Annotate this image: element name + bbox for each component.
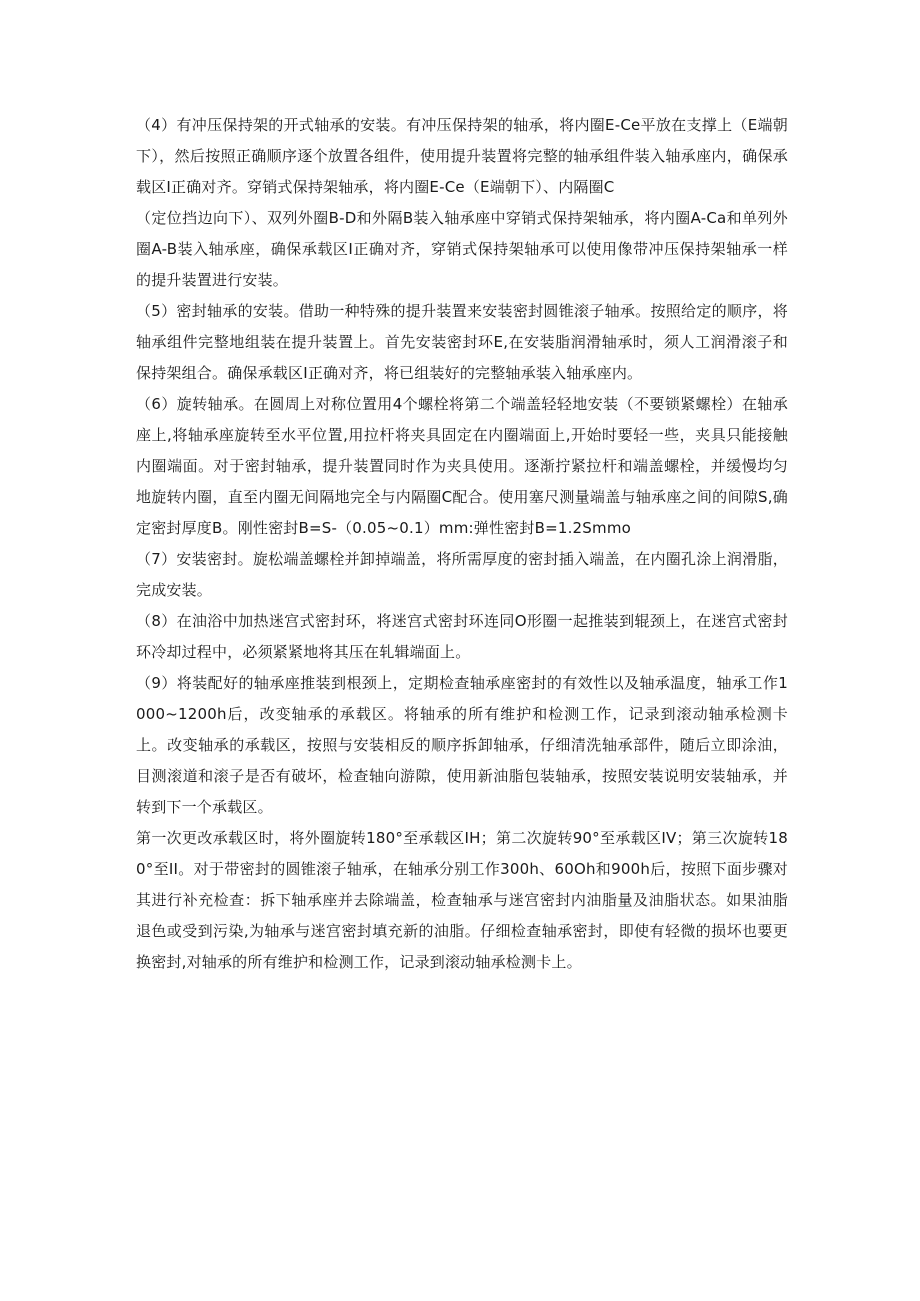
paragraph-load-zone-change: 第一次更改承载区时，将外圈旋转180°至承载区IH；第二次旋转90°至承载区IV；第三次旋转180°至II。对于带密封的圆锥滚子轴承，在轴承分别工作300h、60Oh和900h后，按照下面步骤对其进行补充检查：拆下轴承座并去除端盖，检查轴承与迷宫密封内油脂量及油脂状态。如果油脂退色或受到污染,为轴承与迷宫密封填充新的油脂。仔细检查轴承密封，即使有轻微的损坏也要更换密封,对轴承的所有维护和检测工作，记录到滚动轴承检测卡上。	[136, 829, 788, 971]
paragraph-step-6: （6）旋转轴承。在圆周上对称位置用4个螺栓将第二个端盖轻轻地安装（不要锁紧螺栓）在轴承座上,将轴承座旋转至水平位置,用拉杆将夹具固定在内圈端面上,开始时要轻一些，夹具只能接触内圈端面。对于密封轴承，提升装置同时作为夹具使用。逐渐拧紧拉杆和端盖螺栓，并缓慢均匀地旋转内圈，直至内圈无间隔地完全与内隔圈C配合。使用塞尺测量端盖与轴承座之间的间隙S,确定密封厚度B。刚性密封B=S-（0.05~0.1）mm:弹性密封B=1.2Smmo	[136, 395, 788, 537]
paragraph-step-8: （8）在油浴中加热迷宫式密封环，将迷宫式密封环连同O形圈一起推装到辊颈上，在迷宫式密封环冷却过程中，必须紧紧地将其压在轧辑端面上。	[136, 612, 788, 661]
paragraph-step-7: （7）安装密封。旋松端盖螺栓并卸掉端盖，将所需厚度的密封插入端盖，在内圈孔涂上润滑脂，完成安装。	[136, 550, 788, 599]
paragraph-step-4: （4）有冲压保持架的开式轴承的安装。有冲压保持架的轴承，将内圈E-Ce平放在支撑上（E端朝下），然后按照正确顺序逐个放置各组件，使用提升装置将完整的轴承组件装入轴承座内，确保承载区I正确对齐。穿销式保持架轴承，将内圈E-Ce（E端朝下）、内隔圈C	[136, 116, 788, 196]
paragraph-step-9: （9）将装配好的轴承座推装到根颈上，定期检查轴承座密封的有效性以及轴承温度，轴承工作1000~1200h后，改变轴承的承载区。将轴承的所有维护和检测工作，记录到滚动轴承检测卡上。改变轴承的承载区，按照与安装相反的顺序拆卸轴承，仔细清洗轴承部件，随后立即涂油，目测滚道和滚子是否有破坏，检查轴向游隙，使用新油脂包装轴承，按照安装说明安装轴承，并转到下一个承载区。	[136, 674, 788, 816]
paragraph-step-4-continued: （定位挡边向下）、双列外圈B-D和外隔B装入轴承座中穿销式保持架轴承，将内圈A-Ca和单列外圈A-B装入轴承座，确保承载区I正确对齐，穿销式保持架轴承可以使用像带冲压保持架轴承一样的提升装置进行安装。	[136, 209, 788, 289]
paragraph-step-5: （5）密封轴承的安装。借助一种特殊的提升装置来安装密封圆锥滚子轴承。按照给定的顺序，将轴承组件完整地组装在提升装置上。首先安装密封环E,在安装脂润滑轴承时，须人工润滑滚子和保持架组合。确保承载区I正确对齐，将已组装好的完整轴承装入轴承座内。	[136, 302, 788, 382]
document-body	[136, 110, 788, 978]
